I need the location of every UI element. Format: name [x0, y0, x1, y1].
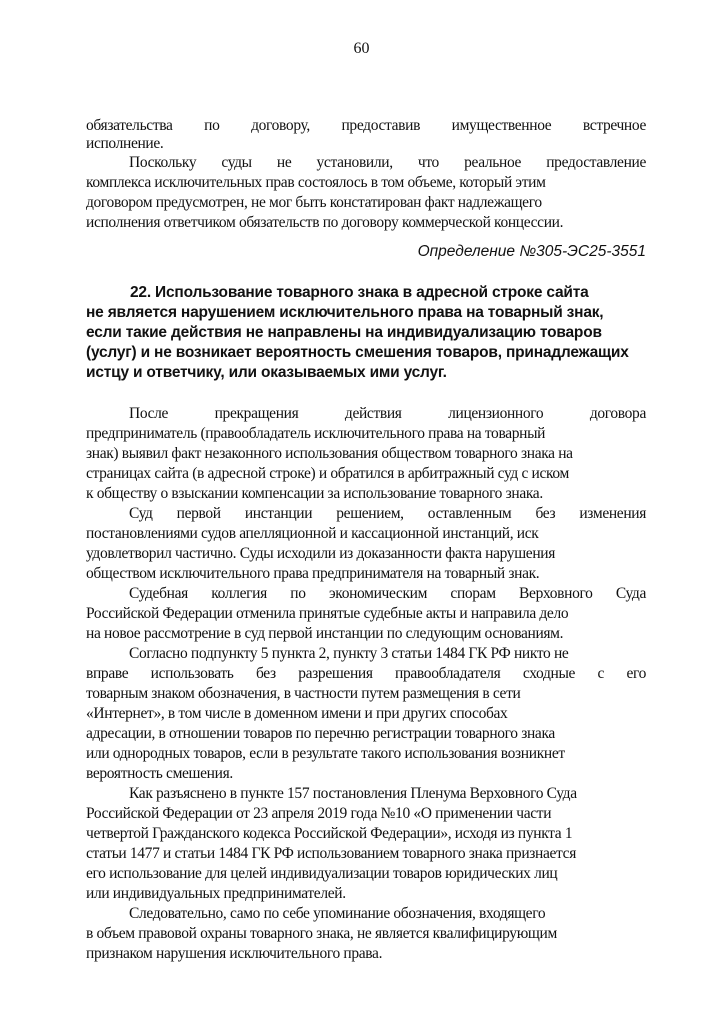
section-heading-line: если такие действия не направлены на индивидуализацию товаров	[86, 324, 602, 341]
paragraph-line: предприниматель (правообладатель исключительного права на товарный	[86, 425, 546, 442]
paragraph-line: его использование для целей индивидуализации товаров юридических лиц	[86, 865, 558, 882]
paragraph-line: Поскольку суды не установили, что реальное предоставление	[129, 154, 646, 171]
paragraph-line: исполнение.	[86, 135, 164, 152]
paragraph-line: Суд первой инстанции решением, оставленным без изменения	[129, 505, 646, 522]
paragraph-line: или однородных товаров, если в результате такого использования возникнет	[86, 745, 565, 762]
section-heading-line: истцу и ответчику, или оказываемых ими услуг.	[86, 364, 447, 381]
paragraph-line: обязательства по договору, предоставив имущественное встречное	[86, 117, 646, 134]
paragraph-line: страницах сайта (в адресной строке) и обратился в арбитражный суд с иском	[86, 465, 569, 482]
paragraph-line: Как разъяснено в пункте 157 постановления Пленума Верховного Суда	[129, 785, 577, 802]
paragraph-line: Следовательно, само по себе упоминание обозначения, входящего	[129, 905, 546, 922]
paragraph-line: четвертой Гражданского кодекса Российской Федерации», исходя из пункта 1	[86, 825, 573, 842]
paragraph-line: к обществу о взыскании компенсации за использование товарного знака.	[86, 485, 543, 502]
paragraph-line: статьи 1477 и статьи 1484 ГК РФ использованием товарного знака признается	[86, 845, 576, 862]
paragraph-line: Согласно подпункту 5 пункта 2, пункту 3 статьи 1484 ГК РФ никто не	[129, 645, 569, 662]
page-number: 60	[353, 40, 370, 57]
paragraph-line: постановлениями судов апелляционной и кассационной инстанций, иск	[86, 525, 539, 542]
paragraph-line: договором предусмотрен, не мог быть констатирован факт надлежащего	[86, 194, 542, 211]
section-heading-line: 22. Использование товарного знака в адресной строке сайта	[130, 284, 589, 301]
paragraph-line: вправе использовать без разрешения правообладателя сходные с его	[86, 665, 646, 682]
paragraph-line: обществом исключительного права предпринимателя на товарный знак.	[86, 565, 540, 582]
paragraph-line: «Интернет», в том числе в доменном имени и при других способах	[86, 705, 508, 722]
section-heading-line: (услуг) и не возникает вероятность смешения товаров, принадлежащих	[86, 344, 629, 361]
paragraph-line: исполнения ответчиком обязательств по договору коммерческой концессии.	[86, 214, 564, 231]
section-heading-line: не является нарушением исключительного права на товарный знак,	[86, 304, 604, 321]
paragraph-line: товарным знаком обозначения, в частности путем размещения в сети	[86, 685, 521, 702]
paragraph-line: Судебная коллегия по экономическим спорам Верховного Суда	[129, 585, 646, 602]
paragraph-line: в объем правовой охраны товарного знака, не является квалифицирующим	[86, 925, 557, 942]
paragraph-line: адресации, в отношении товаров по перечню регистрации товарного знака	[86, 725, 555, 742]
paragraph-line: Российской Федерации от 23 апреля 2019 года №10 «О применении части	[86, 805, 552, 822]
decision-reference: Определение №305-ЭС25-3551	[417, 243, 646, 260]
paragraph-line: признаком нарушения исключительного права.	[86, 945, 383, 962]
paragraph-line: удовлетворил частично. Суды исходили из доказанности факта нарушения	[86, 545, 555, 562]
paragraph-line: После прекращения действия лицензионного договора	[129, 405, 646, 422]
paragraph-line: Российской Федерации отменила принятые судебные акты и направила дело	[86, 605, 569, 622]
paragraph-line: на новое рассмотрение в суд первой инстанции по следующим основаниям.	[86, 625, 564, 642]
paragraph-line: вероятность смешения.	[86, 765, 233, 782]
paragraph-line: комплекса исключительных прав состоялось в том объеме, который этим	[86, 174, 546, 191]
paragraph-line: знак) выявил факт незаконного использования обществом товарного знака на	[86, 445, 573, 462]
paragraph-line: или индивидуальных предпринимателей.	[86, 885, 346, 902]
